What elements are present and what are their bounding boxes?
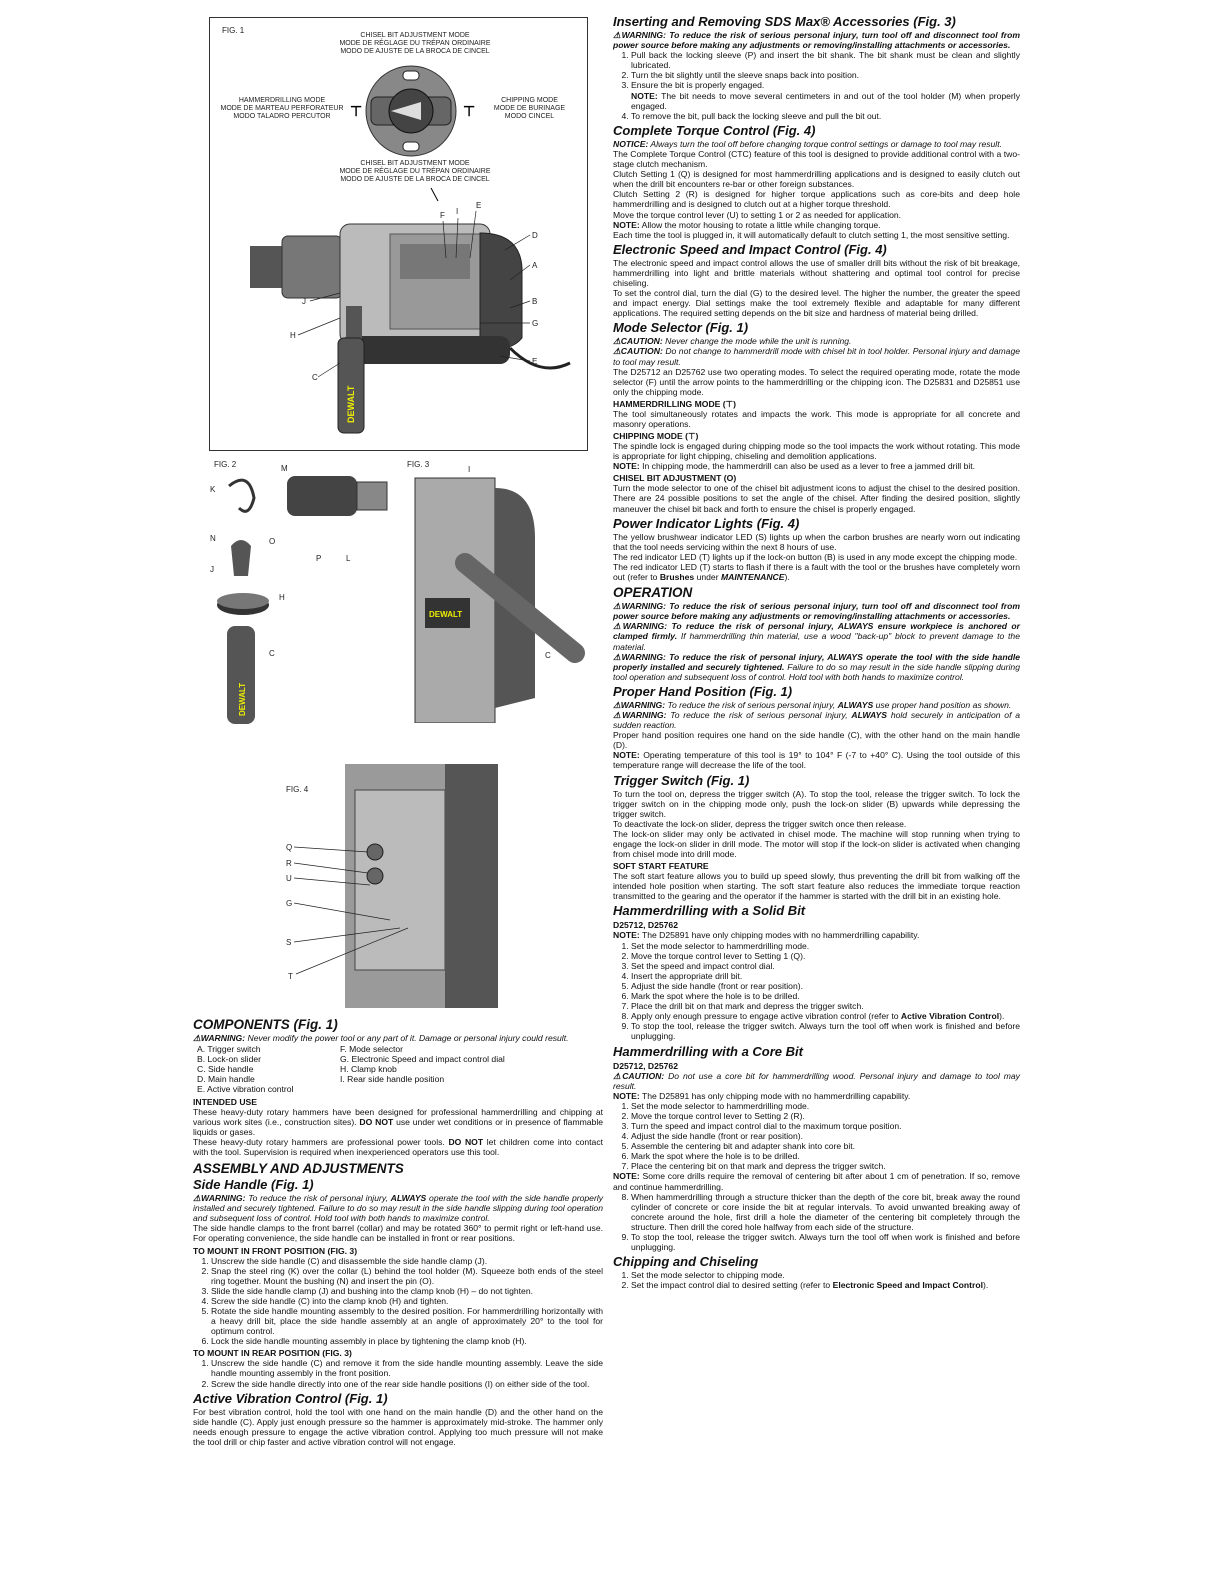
rear-steps <box>193 1358 603 1388</box>
callout-H2: H <box>279 593 285 602</box>
dewalt-logo-fig3: DEWALT <box>429 610 463 619</box>
front-position-title: TO MOUNT IN FRONT POSITION (FIG. 3) <box>193 1245 358 1256</box>
callout-Q: Q <box>286 843 293 852</box>
php-note: NOTE: Operating temperature of this tool is 19° to 104° F (-7 to +40° C). Using the tool outside of this temperature range will decrease the life of the tool. <box>613 750 1020 771</box>
pil-p3: The red indicator LED (T) starts to flash if there is a fault with the tool or the brushes have completely worn out (refer to Brushes under MAINTENANCE). <box>613 561 1020 583</box>
list-item: 4. Adjust the side handle (front or rear position). <box>631 1131 1020 1141</box>
fig1-bottom-label: CHISEL BIT ADJUSTMENT MODE MODE DE RÉGLAGE DU TRÉPAN ORDINAIRE MODO DE AJUSTE DE LA BROCA DE CINCEL <box>339 160 491 183</box>
pil-title: Power Indicator Lights (Fig. 4) <box>613 515 800 531</box>
core-bit-caution: ⚠CAUTION: Do not use a core bit for hammerdrilling wood. Personal injury and damage to tool may result. <box>613 1070 1020 1091</box>
left-column <box>193 1014 603 1447</box>
chipping-icon: ⊤ <box>687 431 696 442</box>
chipping-mode-icon: ⊤ <box>463 103 476 119</box>
hd-mode-text: The tool simultaneously rotates and impacts the work. This mode is appropriate for all concrete and masonry operations. <box>613 408 1020 429</box>
callout-S: S <box>286 938 292 947</box>
chipping-title: Chipping and Chiseling <box>613 1254 759 1270</box>
list-item: 7. Place the centering bit on that mark and depress the trigger switch. <box>631 1161 1020 1171</box>
mode-p1: The D25712 an D25762 use two operating modes. To select the required operating mode, rotate the mode selector (F) until the arrow points to the hammerdrilling or the chipping icon. The D25831 and D25851 use only the chipping mode. <box>613 366 1020 397</box>
fig3-tag: FIG. 3 <box>407 460 430 469</box>
sds-steps <box>613 50 1020 121</box>
front-steps <box>193 1256 603 1347</box>
avc-title: Active Vibration Control (Fig. 1) <box>193 1390 388 1406</box>
list-item: 6. Mark the spot where the hole is to be drilled. <box>631 991 1020 1001</box>
list-item: 9. To stop the tool, release the trigger switch. Always turn the tool off when work is finished and before unplugging. <box>631 1021 1020 1041</box>
php-warning-2: ⚠WARNING: To reduce the risk of serious personal injury, ALWAYS hold securely in anticipation of a sudden reaction. <box>613 709 1021 731</box>
chip-mode-text: The spindle lock is engaged during chipping mode so the tool impacts the work without rotating. This mode is appropriate for light chipping, chiseling and demolition applications. <box>613 441 1020 462</box>
components-list <box>193 1044 603 1094</box>
chipping-steps <box>613 1270 1020 1290</box>
core-bit-title: Hammerdrilling with a Core Bit <box>613 1043 803 1059</box>
solid-bit-models: D25712, D25762 <box>613 920 678 931</box>
intended-use-2: These heavy-duty rotary hammers are professional power tools. DO NOT let children come into contact with the tool. Supervision is required when inexperienced operators use this tool. <box>193 1136 604 1157</box>
callout-M: M <box>281 464 288 473</box>
fig1-right-label: CHIPPING MODE MODE DE BURINAGE MODO CINCEL <box>493 97 566 120</box>
list-item: 1. Set the mode selector to hammerdrilling mode. <box>631 941 1020 951</box>
callout-T: T <box>288 972 293 981</box>
pil-p1: The yellow brushwear indicator LED (S) lights up when the carbon brushes are nearly worn out indicating that the tool needs servicing within the next 8 hours of use. <box>613 531 1020 552</box>
dewalt-logo-fig2: DEWALT <box>238 682 247 716</box>
callout-P: P <box>316 554 322 563</box>
assembly-title: ASSEMBLY AND ADJUSTMENTS <box>193 1161 404 1177</box>
list-item: 3. Set the speed and impact control dial. <box>631 961 1020 971</box>
fig1-top-label: CHISEL BIT ADJUSTMENT MODE MODE DE RÉGLAGE DU TRÉPAN ORDINAIRE MODO DE AJUSTE DE LA BROCA DE CINCEL <box>339 32 491 55</box>
callout-C3: C <box>545 651 551 660</box>
list-item: 2. Set the impact control dial to desired setting (refer to Electronic Speed and Impact Control). <box>631 1280 1020 1290</box>
callout-U: U <box>286 874 292 883</box>
list-item: 6. Lock the side handle mounting assembly in place by tightening the clamp knob (H). <box>211 1336 603 1346</box>
list-item: 5. Assemble the centering bit and adapter shank into core bit. <box>631 1141 1020 1151</box>
dewalt-logo: DEWALT <box>346 385 356 423</box>
list-item: 4. To remove the bit, pull back the locking sleeve and pull the bit out. <box>631 111 1020 121</box>
trigger-p2: To deactivate the lock-on slider, depress the trigger switch once then release. <box>613 818 907 829</box>
esic-p1: The electronic speed and impact control allows the use of smaller drill bits without the risk of bit breakage, hammerdrilling into light and brittle materials without shattering and optimal tool control for precise chiseling. <box>613 257 1020 288</box>
callout-D: D <box>532 231 538 240</box>
sds-title: Inserting and Removing SDS Max® Accessories (Fig. 3) <box>613 14 956 29</box>
list-item: 8. Apply only enough pressure to engage active vibration control (refer to Active Vibration Control). <box>631 1011 1020 1021</box>
fig4-tag: FIG. 4 <box>286 785 309 794</box>
fig4-drawing <box>280 760 500 1010</box>
php-title: Proper Hand Position (Fig. 1) <box>613 683 793 699</box>
php-p1: Proper hand position requires one hand on the side handle (C), with the other hand on the main handle (D). <box>613 730 1020 751</box>
figure-3 <box>405 458 595 723</box>
list-item: 5. Rotate the side handle mounting assembly to the desired position. For hammerdrilling horizontally with a heavy drill bit, place the side handle assembly at an angle of approximately 20° to the tool for optimum control. <box>211 1306 603 1336</box>
mode-caution-1: ⚠CAUTION: Never change the mode while the unit is running. <box>613 336 852 347</box>
list-item: B. Lock-on slider G. Electronic Speed and impact control dial <box>197 1054 505 1065</box>
callout-B: B <box>532 297 538 306</box>
list-item: 4. Insert the appropriate drill bit. <box>631 971 1020 981</box>
mode-selector-dial <box>366 66 456 156</box>
core-bit-note-2: NOTE: Some core drills require the removal of centering bit after about 1 cm of penetration. If so, remove and continue hammerdrilling. <box>613 1171 1021 1192</box>
callout-K: K <box>210 485 216 494</box>
op-warning-3: ⚠WARNING: To reduce the risk of personal injury, ALWAYS operate the tool with the side handle properly installed and securely tightened. Failure to do so may result in the side handle slipping during tool operation and subsequent loss of control. Hold tool with both hands to maximize control. <box>613 651 1020 682</box>
core-bit-steps <box>613 1101 1020 1172</box>
callout-A: A <box>532 261 538 270</box>
callout-L: L <box>346 554 351 563</box>
figure-2 <box>209 458 399 728</box>
pil-p2: The red indicator LED (T) lights up if the lock-on button (B) is used in any mode except the chipping mode. <box>613 551 1018 562</box>
list-item: 7. Place the drill bit on that mark and depress the trigger switch. <box>631 1001 1020 1011</box>
callout-H: H <box>290 331 296 340</box>
chip-mode-title: CHIPPING MODE (⊤) <box>613 431 699 442</box>
trigger-p3: The lock-on slider may only be activated in chisel mode. The machine will stop running when trying to engage the lock-on slider in drill mode. The motor will stop if the lock-on slider is activated when changing from chisel mode into drill mode. <box>613 828 1020 860</box>
rear-position-title: TO MOUNT IN REAR POSITION (FIG. 3) <box>193 1348 352 1359</box>
mode-caution-2: ⚠CAUTION: Do not change to hammerdrill mode with chisel bit in tool holder. Personal injury and damage to tool may result. <box>613 346 1021 367</box>
callout-C2: C <box>269 649 275 658</box>
side-handle-title: Side Handle (Fig. 1) <box>193 1177 314 1193</box>
esic-p2: To set the control dial, turn the dial (G) to the desired level. The higher the number, the greater the speed and impact energy. Dial settings make the tool extremely flexible and adaptable for many different applications. The required setting depends on the bit size and hardness of material being drilled. <box>613 288 1020 319</box>
list-item: 1. Set the mode selector to chipping mode. <box>631 1270 1020 1280</box>
callout-O: O <box>269 537 276 546</box>
ctc-note: NOTE: Allow the motor housing to rotate a little while changing torque. <box>613 219 881 230</box>
hammerdrill-icon: ⊤ <box>725 398 734 409</box>
ctc-p3: Clutch Setting 2 (R) is designed for higher torque applications such as core-bits and deep hole hammerdrilling and is designed to clutch out at a higher torque threshold. <box>613 189 1020 210</box>
trigger-p1: To turn the tool on, depress the trigger switch (A). To stop the tool, release the trigger switch. To lock the trigger switch on in the chipping mode only, push the lock-on slider (B) upwards while depressing the trigger switch. <box>613 788 1020 819</box>
callout-R: R <box>286 859 292 868</box>
list-item: 1. Set the mode selector to hammerdrilling mode. <box>631 1101 1020 1111</box>
callout-J: J <box>302 297 306 306</box>
fig3-drawing <box>405 458 595 723</box>
components-title: COMPONENTS (Fig. 1) <box>193 1017 338 1032</box>
core-bit-models: D25712, D25762 <box>613 1060 678 1071</box>
chisel-text: Turn the mode selector to one of the chisel bit adjustment icons to adjust the chisel to the desired position. There are 24 possible positions to set the angle of the chisel. After finding the desired position, slightly maneuver the chisel bit back and forth to ensure the chisel is properly engaged. <box>613 483 1020 514</box>
list-item: 1. Pull back the locking sleeve (P) and insert the bit shank. The bit shank must be clean and slightly lubricated. <box>631 50 1020 70</box>
ctc-p2: Clutch Setting 1 (Q) is designed for most hammerdrilling applications and is designed to easily clutch out when the drill bit encounters re-bar or other foreign substances. <box>613 169 1020 190</box>
mode-title: Mode Selector (Fig. 1) <box>613 320 749 336</box>
soft-start-title: SOFT START FEATURE <box>613 861 709 872</box>
components-warning: ⚠WARNING: Never modify the power tool or any part of it. Damage or personal injury could result. <box>193 1033 569 1043</box>
core-bit-steps-cont <box>613 1192 1020 1253</box>
list-item: 3. Turn the speed and impact control dial to the maximum torque position. <box>631 1121 1020 1131</box>
rotary-hammer-drawing <box>250 224 570 433</box>
fig1-tag: FIG. 1 <box>222 26 245 35</box>
side-handle-text: The side handle clamps to the front barrel (collar) and may be rotated 360° to permit right or left-hand use. For operating convenience, the side handle can be installed in front or rear positions. <box>193 1223 603 1244</box>
list-item: 2. Screw the side handle directly into one of the rear side handle positions (I) on either side of the tool. <box>211 1379 603 1389</box>
chisel-title: CHISEL BIT ADJUSTMENT (O) <box>613 473 737 484</box>
list-item: 2. Move the torque control lever to Setting 1 (Q). <box>631 951 1020 961</box>
solid-bit-steps <box>613 941 1020 1042</box>
hd-mode-title: HAMMERDRILLING MODE (⊤) <box>613 398 737 409</box>
fig2-drawing <box>209 458 399 728</box>
solid-bit-note: NOTE: The D25891 have only chipping modes with no hammerdrilling capability. <box>613 930 920 941</box>
chip-note: NOTE: In chipping mode, the hammerdrill can also be used as a lever to free a jammed drill bit. <box>613 461 976 472</box>
intended-use-1: These heavy-duty rotary hammers have been designed for professional hammerdrilling and chipping at various work sites (i.e., construction sites). DO NOT use under wet conditions or in presence of flammable liquids or gases. <box>193 1106 604 1137</box>
ctc-p4: Move the torque control lever (U) to setting 1 or 2 as needed for application. <box>613 209 902 220</box>
fig1-left-label: HAMMERDRILLING MODE MODE DE MARTEAU PERFORATEUR MODO TALADRO PERCUTOR <box>220 97 344 120</box>
fig2-tag: FIG. 2 <box>214 460 237 469</box>
list-item: 6. Mark the spot where the hole is to be drilled. <box>631 1151 1020 1161</box>
right-column <box>613 14 1020 1290</box>
list-item: 3. Ensure the bit is properly engaged. NOTE: The bit needs to move several centimeters in and out of the tool holder (M) when properly engaged. <box>631 80 1020 110</box>
callout-F: F <box>440 211 445 220</box>
list-item: 2. Snap the steel ring (K) over the collar (L) behind the tool holder (M). Squeeze both ends of the steel ring together. Mount the bushing (N) and insert the pin (O). <box>211 1266 603 1286</box>
callout-C: C <box>312 373 318 382</box>
avc-text: For best vibration control, hold the tool with one hand on the main handle (D) and the other hand on the side handle (C). Apply just enough pressure so the hammer is approximately mid-stroke. The hammer only needs enough pressure to engage the active vibration control. Applying too much pressure will not make the tool drill or chip faster and active vibration control will not engage. <box>193 1406 603 1447</box>
ctc-notice: NOTICE: Always turn the tool off before changing torque control settings or damage to tool may result. <box>613 138 1002 149</box>
ctc-title: Complete Torque Control (Fig. 4) <box>613 122 816 138</box>
list-item: D. Main handle I. Rear side handle position <box>197 1074 445 1085</box>
callout-I: I <box>456 207 459 216</box>
ctc-p5: Each time the tool is plugged in, it will automatically default to clutch setting 1, the most sensitive setting. <box>613 229 1010 240</box>
callout-I2: I <box>468 465 471 474</box>
callout-J2: J <box>210 565 214 574</box>
chisel-adjust-icon: O <box>726 473 734 484</box>
callout-G: G <box>532 319 539 328</box>
core-bit-note: NOTE: The D25891 has only chipping mode with no hammerdrilling capability. <box>613 1090 911 1101</box>
list-item: 9. To stop the tool, release the trigger switch. Always turn the tool off when work is finished and before unplugging. <box>631 1232 1020 1252</box>
callout-E2: E <box>532 357 538 366</box>
callout-N: N <box>210 534 216 543</box>
esic-title: Electronic Speed and Impact Control (Fig. 4) <box>613 241 887 257</box>
ctc-p1: The Complete Torque Control (CTC) feature of this tool is designed to provide additional control with a two-stage clutch mechanism. <box>613 148 1020 170</box>
figure-1 <box>209 17 588 451</box>
list-item: 4. Screw the side handle (C) into the clamp knob (H) and tighten. <box>211 1296 603 1306</box>
intended-use-title: INTENDED USE <box>193 1096 257 1107</box>
sds-warning: ⚠WARNING: To reduce the risk of serious personal injury, turn tool off and disconnect tool from power source before making any adjustments or removing/installing attachments or accessories. <box>613 30 1020 51</box>
callout-E: E <box>476 201 482 210</box>
list-item: 1. Unscrew the side handle (C) and remove it from the side handle mounting assembly. Leave the side handle mounting assembly in the front position. <box>211 1358 603 1378</box>
op-warning-2: ⚠WARNING: To reduce the risk of personal injury, ALWAYS ensure workpiece is anchored or clamped firmly. If hammerdrilling thin material, use a wood "back-up" block to prevent damage to the material. <box>613 621 1020 652</box>
side-handle-warning: ⚠WARNING: To reduce the risk of personal injury, ALWAYS operate the tool with the side handle properly installed and securely tightened. Failure to do so may result in the side handle slipping during tool operation and subsequent loss of control. Hold tool with both hands to maximize control. <box>193 1193 604 1224</box>
soft-start-text: The soft start feature allows you to build up speed slowly, thus preventing the drill bit from walking off the intended hole position when starting. The soft start feature also reduces the immediate torque reaction transmitted to the gearing and the operator if the hammer is started with the drill bit in an existing hole. <box>613 871 1020 902</box>
list-item: A. Trigger switch F. Mode selector <box>197 1044 404 1055</box>
op-warning-1: ⚠WARNING: To reduce the risk of serious personal injury, turn tool off and disconnect tool from power source before making any adjustments or removing/installing attachments or accessories. <box>613 601 1020 622</box>
list-item: 2. Move the torque control lever to Setting 2 (R). <box>631 1111 1020 1121</box>
list-item: 2. Turn the bit slightly until the sleeve snaps back into position. <box>631 70 1020 80</box>
list-item: 5. Adjust the side handle (front or rear position). <box>631 981 1020 991</box>
list-item: 8. When hammerdrilling through a structure thicker than the depth of the core bit, break away the round cylinder of concrete or core inside the bit at regular intervals. To avoid unwanted breaking away of concrete around the hole, first drill a hole the diameter of the centering bit completely through the structure. Then drill the cored hole halfway from each side of the structure. <box>631 1192 1020 1232</box>
callout-G2: G <box>286 899 293 908</box>
figure-4 <box>280 760 500 1010</box>
solid-bit-title: Hammerdrilling with a Solid Bit <box>613 903 806 919</box>
list-item: E. Active vibration control <box>197 1084 294 1095</box>
hammerdrill-mode-icon: ⊤ <box>350 103 363 119</box>
list-item: C. Side handle H. Clamp knob <box>197 1064 397 1075</box>
php-warning-1: ⚠WARNING: To reduce the risk of serious personal injury, ALWAYS use proper hand position as shown. <box>613 699 1012 710</box>
list-item: 3. Slide the side handle clamp (J) and bushing into the clamp knob (H) – do not tighten. <box>211 1286 603 1296</box>
operation-title: OPERATION <box>613 585 693 601</box>
trigger-title: Trigger Switch (Fig. 1) <box>613 772 750 788</box>
list-item: 1. Unscrew the side handle (C) and disassemble the side handle clamp (J). <box>211 1256 603 1266</box>
fig1-drawing <box>210 18 587 450</box>
